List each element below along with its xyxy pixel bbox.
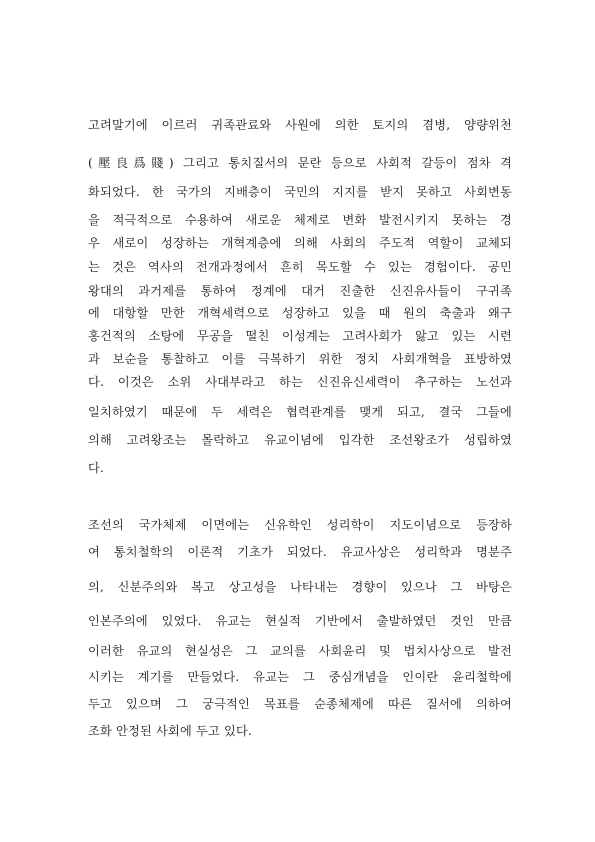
text-line: 다. — [88, 461, 105, 475]
text-line: 이러한 유교의 현실성은 그 교의를 사회윤리 및 법치사상으로 발전 — [88, 644, 512, 658]
text-line: 에 대항할 만한 개혁세력으로 성장하고 있을 때 원의 축출과 왜구 — [88, 306, 512, 320]
text-line: 인본주의에 있었다. 유교는 현실적 기반에서 출발하였던 것인 만큼 — [88, 614, 512, 628]
text-line: 두고 있으며 그 궁극적인 목표를 순종체제에 따른 질서에 의하여 — [88, 697, 512, 711]
text-line: 다. 이것은 소위 사대부라고 하는 신진유신세력이 추구하는 노선과 — [88, 375, 512, 389]
text-line: 과 보순을 통찰하고 이를 극복하기 위한 정치 사회개혁을 표방하였 — [88, 352, 512, 366]
text-line: 홍건적의 소탕에 무공을 떨친 이성계는 고려사회가 앓고 있는 시련 — [88, 329, 512, 343]
text-line: 시키는 계기를 만들었다. 유교는 그 중심개념을 인이란 윤리철학에 — [88, 670, 512, 684]
text-line: 의, 신분주의와 복고 상고성을 나타내는 경향이 있으나 그 바탕은 — [88, 580, 512, 594]
text-line: 을 적극적으로 수용하여 새로운 체제로 변화 발전시키지 못하는 경 — [88, 213, 512, 227]
text-line: 왕대의 과거제를 통하여 정계에 대거 진출한 신진유사들이 구귀족 — [88, 284, 512, 298]
text-line: 우 새로이 성장하는 개혁계층에 의해 사회의 주도적 역할이 교체되 — [88, 236, 512, 250]
text-line: (壓良爲賤) 그리고 통치질서의 문란 등으로 사회적 갈등이 점차 격 — [88, 156, 512, 170]
text-line: 조화 안정된 사회에 두고 있다. — [88, 724, 253, 738]
text-line: 여 통치철학의 이론적 기초가 되었다. 유교사상은 성리학과 명분주 — [88, 545, 512, 559]
text-line: 일치하였기 때문에 두 세력은 협력관계를 맺게 되고, 결국 그들에 — [88, 405, 512, 419]
text-line: 의해 고려왕조는 몰락하고 유교이념에 입각한 조선왕조가 성립하였 — [88, 433, 512, 447]
text-line: 화되었다. 한 국가의 지배층이 국민의 지지를 받지 못하고 사회변동 — [88, 185, 512, 199]
text-line: 는 것은 역사의 전개과정에서 흔히 목도할 수 있는 경험이다. 공민 — [88, 260, 512, 274]
text-line: 조선의 국가체제 이면에는 신유학인 성리학이 지도이념으로 등장하 — [88, 518, 512, 532]
text-line: 고려말기에 이르러 귀족관료와 사원에 의한 토지의 겸병, 양량위천 — [88, 118, 512, 132]
